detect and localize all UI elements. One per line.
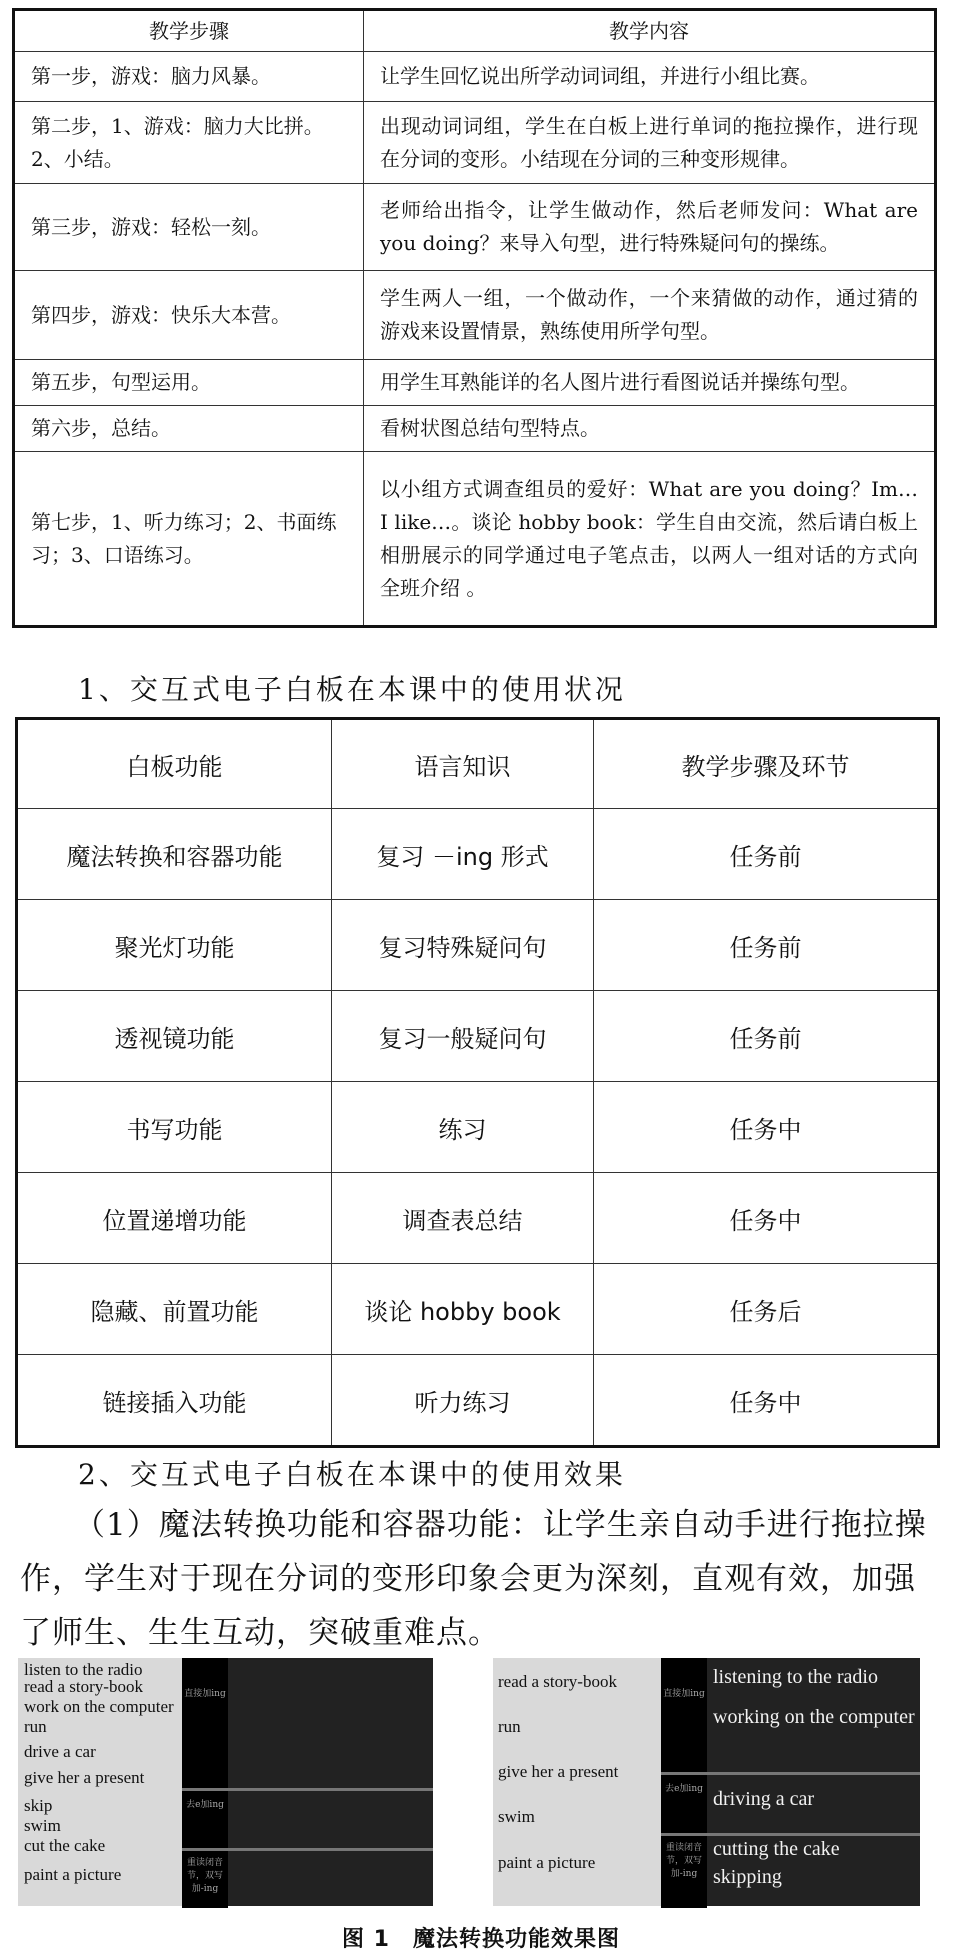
effect-paragraph: （1）魔法转换功能和容器功能：让学生亲自动手进行拖拉操作，学生对于现在分词的变形印象会更为深刻，直观有效，加强了师生、生生互动，突破重难点。 <box>20 1507 927 1651</box>
stage-cell: 任务中 <box>594 1173 939 1264</box>
function-cell: 隐藏、前置功能 <box>17 1264 332 1355</box>
knowledge-cell: 复习一般疑问句 <box>332 991 594 1082</box>
stage-cell: 任务前 <box>594 809 939 900</box>
word-item[interactable]: give her a present <box>498 1762 619 1781</box>
word-item[interactable]: read a story-book <box>24 1677 143 1696</box>
table-row <box>17 1264 939 1355</box>
transformed-word[interactable]: working on the computer <box>713 1706 915 1728</box>
word-item[interactable]: work on the computer <box>24 1697 174 1716</box>
word-item[interactable]: listen to the radio <box>24 1660 143 1679</box>
stage-cell: 任务中 <box>594 1355 939 1447</box>
stage-cell: 任务后 <box>594 1264 939 1355</box>
table-row <box>17 1173 939 1264</box>
section-heading-effect: 2、交互式电子白板在本课中的使用效果 <box>78 1458 626 1491</box>
section-heading-usage: 1、交互式电子白板在本课中的使用状况 <box>78 673 626 706</box>
table-header-row <box>17 719 939 809</box>
table-row <box>14 102 936 184</box>
content-cell: 以小组方式调查组员的爱好：What are you doing？Im… I like…。谈论 hobby book：学生自由交流，然后请白板上相册展示的同学通过电子笔点击，以两人一组对话的方式向全班介绍 。 <box>364 452 936 627</box>
word-item[interactable]: paint a picture <box>24 1865 122 1884</box>
table-row <box>14 406 936 452</box>
knowledge-cell: 听力练习 <box>332 1355 594 1447</box>
function-cell: 位置递增功能 <box>17 1173 332 1264</box>
word-item[interactable]: paint a picture <box>498 1853 596 1872</box>
word-item[interactable]: give her a present <box>24 1768 145 1787</box>
figure-left-panel <box>18 1658 433 1906</box>
step-cell: 第七步，1、听力练习；2、书面练习；3、口语练习。 <box>14 452 364 627</box>
knowledge-cell: 复习 －ing 形式 <box>332 809 594 900</box>
table-row <box>14 52 936 102</box>
word-item[interactable]: run <box>498 1717 521 1736</box>
column-header-step: 教学步骤 <box>14 10 364 52</box>
word-item[interactable]: swim <box>498 1807 535 1826</box>
container-label-drop-e: 去e加ing <box>182 1791 228 1857</box>
table-header-row <box>14 10 936 52</box>
table-row <box>14 360 936 406</box>
table-row <box>17 1355 939 1447</box>
step-cell: 第五步，句型运用。 <box>14 360 364 406</box>
container-label-double: 重读闭音节，双写加-ing <box>661 1836 707 1908</box>
container-label-double: 重读闭音节，双写加-ing <box>182 1851 228 1908</box>
content-cell: 让学生回忆说出所学动词词组，并进行小组比赛。 <box>364 52 936 102</box>
transformed-word[interactable]: cutting the cake <box>713 1838 840 1860</box>
stage-cell: 任务前 <box>594 991 939 1082</box>
content-cell: 用学生耳熟能详的名人图片进行看图说话并操练句型。 <box>364 360 936 406</box>
step-cell: 第二步，1、游戏：脑力大比拼。2、小结。 <box>14 102 364 184</box>
transformed-word[interactable]: skipping <box>713 1866 782 1888</box>
column-header-content: 教学内容 <box>364 10 936 52</box>
table-row <box>17 991 939 1082</box>
column-header-stage: 教学步骤及环节 <box>594 719 939 809</box>
container-label-add-ing: 直接加ing <box>661 1658 707 1798</box>
container-area <box>661 1658 920 1906</box>
table-row <box>14 452 936 627</box>
word-list <box>18 1658 182 1906</box>
knowledge-cell: 谈论 hobby book <box>332 1264 594 1355</box>
word-item[interactable]: run <box>24 1717 47 1736</box>
figure-caption: 图 1 魔法转换功能效果图 <box>342 1927 620 1952</box>
stage-cell: 任务前 <box>594 900 939 991</box>
step-cell: 第六步，总结。 <box>14 406 364 452</box>
table-row <box>17 809 939 900</box>
step-cell: 第四步，游戏：快乐大本营。 <box>14 271 364 360</box>
transformed-word[interactable]: driving a car <box>713 1788 815 1810</box>
content-cell: 看树状图总结句型特点。 <box>364 406 936 452</box>
word-list <box>493 1658 661 1906</box>
table-row <box>17 900 939 991</box>
function-cell: 透视镜功能 <box>17 991 332 1082</box>
container-area <box>182 1658 433 1906</box>
content-cell: 出现动词词组，学生在白板上进行单词的拖拉操作，进行现在分词的变形。小结现在分词的三种变形规律。 <box>364 102 936 184</box>
transformed-word[interactable]: listening to the radio <box>713 1666 878 1688</box>
container-label-add-ing: 直接加ing <box>182 1658 228 1814</box>
column-header-function: 白板功能 <box>17 719 332 809</box>
figure-right-panel <box>493 1658 920 1906</box>
content-cell: 老师给出指令，让学生做动作，然后老师发问：What are you doing？来导入句型，进行特殊疑问句的操练。 <box>364 184 936 271</box>
knowledge-cell: 练习 <box>332 1082 594 1173</box>
word-item[interactable]: cut the cake <box>24 1836 106 1855</box>
word-item[interactable]: swim <box>24 1816 61 1835</box>
teaching-steps-table <box>12 8 937 628</box>
function-cell: 书写功能 <box>17 1082 332 1173</box>
function-cell: 聚光灯功能 <box>17 900 332 991</box>
step-cell: 第三步，游戏：轻松一刻。 <box>14 184 364 271</box>
content-cell: 学生两人一组，一个做动作，一个来猜做的动作，通过猜的游戏来设置情景，熟练使用所学句型。 <box>364 271 936 360</box>
whiteboard-functions-table <box>15 717 940 1448</box>
word-item[interactable]: skip <box>24 1796 53 1815</box>
column-header-knowledge: 语言知识 <box>332 719 594 809</box>
table-row <box>17 1082 939 1173</box>
word-item[interactable]: drive a car <box>24 1742 96 1761</box>
container-label-drop-e: 去e加ing <box>661 1775 707 1841</box>
function-cell: 魔法转换和容器功能 <box>17 809 332 900</box>
table-row <box>14 271 936 360</box>
knowledge-cell: 调查表总结 <box>332 1173 594 1264</box>
word-item[interactable]: read a story-book <box>498 1672 617 1691</box>
knowledge-cell: 复习特殊疑问句 <box>332 900 594 991</box>
step-cell: 第一步，游戏：脑力风暴。 <box>14 52 364 102</box>
stage-cell: 任务中 <box>594 1082 939 1173</box>
table-row <box>14 184 936 271</box>
function-cell: 链接插入功能 <box>17 1355 332 1447</box>
